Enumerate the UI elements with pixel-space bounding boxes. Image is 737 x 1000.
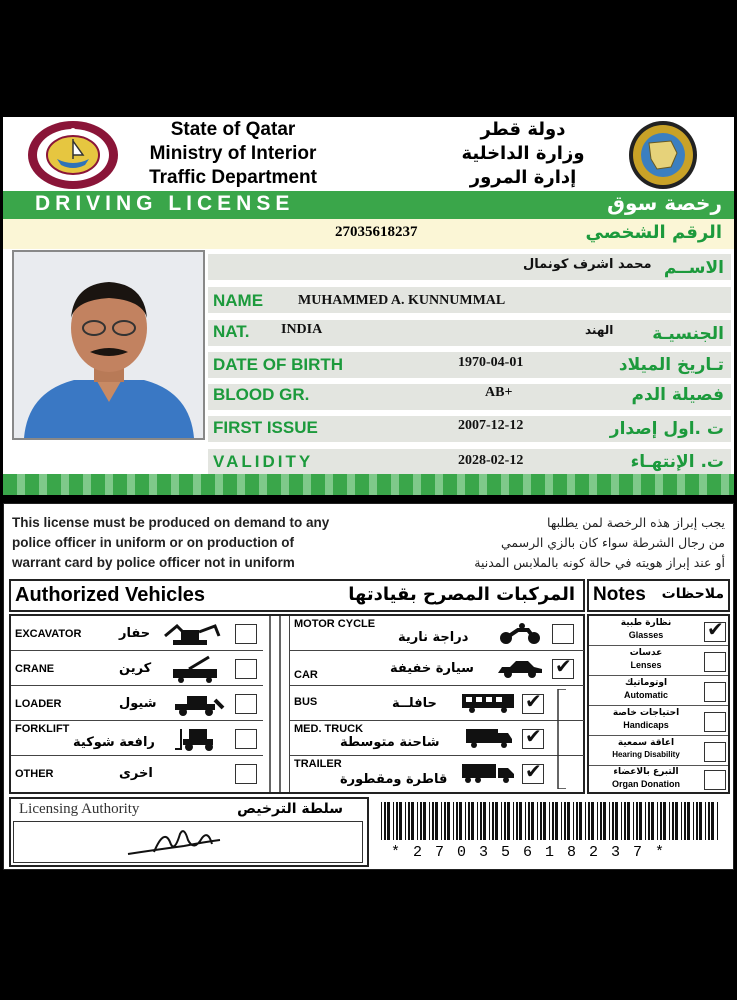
truck-icon [464, 727, 514, 749]
barcode-bar [516, 802, 518, 840]
barcode-bar [687, 802, 690, 840]
notice-ar-line3: أو عند إبراز هويته في حالة كونه بالملابس المدنية [474, 555, 725, 570]
hearing-checkbox [704, 742, 726, 762]
bus-label: BUS [294, 696, 318, 708]
barcode-bar [525, 802, 526, 840]
personal-number-label-ar: الرقم الشخصي [585, 222, 722, 243]
validity-label-ar: ت. الإنتهـاء [630, 452, 724, 472]
note-automatic: Automatic [623, 690, 668, 700]
barcode-bar [567, 802, 570, 840]
barcode-bar [636, 802, 638, 840]
barcode-bar [468, 802, 470, 840]
license-front [3, 117, 734, 495]
barcode-bar [495, 802, 498, 840]
motorcycle-icon [498, 622, 542, 646]
note-handicaps: Handicaps [623, 720, 669, 730]
barcode-bar [444, 802, 446, 840]
barcode-bar [489, 802, 490, 840]
first-issue-value: 2007-12-12 [458, 418, 524, 433]
barcode-bar [447, 802, 450, 840]
signature-box [13, 821, 363, 863]
barcode-bar [423, 802, 426, 840]
barcode [379, 802, 724, 864]
note-hearing: Hearing Disability [612, 750, 680, 759]
other-label: OTHER [15, 768, 54, 780]
name-label-ar: الاســم [663, 258, 724, 278]
personal-number: 27035618237 [335, 224, 418, 240]
check-icon: ✔ [525, 761, 542, 783]
barcode-bar [429, 802, 430, 840]
car-checkbox [552, 656, 574, 679]
dob-label-ar: تـاريخ الميلاد [618, 355, 724, 375]
nationality-value: INDIA [281, 322, 323, 337]
barcode-bar [717, 802, 718, 840]
barcode-bar [528, 802, 530, 840]
barcode-bar [399, 802, 402, 840]
barcode-bar [705, 802, 706, 840]
barcode-bar [504, 802, 506, 840]
notes-ar: ملاحظات [661, 586, 724, 602]
barcode-bar [591, 802, 594, 840]
barcode-bar [537, 802, 538, 840]
title-ar: رخصة سوق [607, 191, 722, 215]
motorcycle-label-ar: دراجة نارية [398, 630, 469, 645]
validity-value: 2028-02-12 [458, 453, 524, 468]
barcode-bar [711, 802, 714, 840]
forklift-checkbox [235, 729, 257, 749]
barcode-bar [588, 802, 590, 840]
vehicle-row-bus [290, 686, 584, 721]
notice-en-line2: police officer in uniform or on production of [12, 535, 294, 550]
barcode-bar [465, 802, 466, 840]
barcode-bar [609, 802, 610, 840]
loader-checkbox [235, 694, 257, 714]
notice-en-line1: This license must be produced on demand to any [12, 515, 330, 530]
portrait-icon [14, 252, 203, 438]
motorcycle-checkbox [552, 624, 574, 644]
bracket-divider [264, 616, 286, 792]
note-organ-ar: التبرع بالاعضاء [613, 767, 679, 777]
loader-label-ar: شيول [119, 696, 157, 711]
left-vehicle-column [11, 616, 263, 792]
qatar-traffic-emblem-icon [25, 119, 121, 191]
barcode-bar [513, 802, 514, 840]
authorized-vehicles-header [9, 579, 585, 612]
barcode-bar [393, 802, 394, 840]
header-ar-line1: دولة قطر [480, 119, 566, 140]
organ-donation-checkbox [704, 770, 726, 790]
barcode-bar [417, 802, 418, 840]
licensing-authority-label-ar: سلطة الترخيص [237, 801, 343, 817]
name-label: NAME [213, 291, 264, 310]
licensing-authority-label: Licensing Authority [19, 801, 140, 817]
bracket-divider-right [552, 689, 572, 789]
barcode-bar [639, 802, 642, 840]
notice-ar-line2: من رجال الشرطة سواء كان بالزي الرسمي [501, 535, 725, 550]
barcode-bar [672, 802, 674, 840]
header-ar-line3: إدارة المرور [469, 167, 577, 188]
note-lenses: Lenses [630, 660, 662, 670]
barcode-bar [381, 802, 382, 840]
decorative-border [3, 474, 734, 495]
vehicle-row-med-truck [290, 721, 584, 756]
barcode-bar [549, 802, 550, 840]
vehicle-row-loader [11, 686, 263, 721]
nationality-label-ar: الجنسيـة [652, 324, 724, 344]
loader-icon [171, 692, 227, 716]
barcode-bar [540, 802, 542, 840]
barcode-bar [708, 802, 710, 840]
name-value: MUHAMMED A. KUNNUMMAL [298, 293, 506, 308]
glasses-checkbox [704, 619, 726, 642]
barcode-bar [456, 802, 458, 840]
vehicle-row-other [11, 756, 263, 790]
trailer-label-ar: قاطرة ومقطورة [340, 772, 448, 787]
barcode-bar [633, 802, 634, 840]
forklift-label-ar: رافعة شوكية [73, 735, 155, 750]
barcode-bar [621, 802, 622, 840]
excavator-checkbox [235, 624, 257, 644]
check-icon: ✔ [707, 619, 724, 641]
nationality-value-ar: الهند [585, 323, 614, 337]
header-en-line2: Ministry of Interior [149, 143, 317, 164]
barcode-bar [648, 802, 650, 840]
note-organ: Organ Donation [612, 779, 680, 789]
car-label-ar: سيارة خفيفة [390, 661, 474, 676]
barcode-bar [684, 802, 686, 840]
holder-photo [12, 250, 205, 440]
barcode-bar [615, 802, 618, 840]
barcode-bar [696, 802, 698, 840]
car-icon [496, 659, 544, 679]
authorized-ar: المركبات المصرح بقيادتها [348, 584, 575, 605]
barcode-bar [597, 802, 598, 840]
barcode-bar [480, 802, 482, 840]
note-row-glasses [589, 616, 728, 646]
barcode-bar [507, 802, 510, 840]
blood-group-label-ar: فصيلة الدم [631, 385, 724, 405]
forklift-label: FORKLIFT [15, 723, 70, 735]
barcode-bar [519, 802, 522, 840]
vehicle-row-car [290, 651, 584, 686]
right-vehicle-column [289, 616, 584, 792]
check-icon: ✔ [555, 656, 572, 678]
barcode-bar [603, 802, 606, 840]
licensing-authority-box [9, 797, 369, 867]
signature [124, 824, 224, 860]
excavator-label-ar: حفار [119, 626, 151, 641]
barcode-bar [471, 802, 474, 840]
barcode-bar [408, 802, 410, 840]
first-issue-label-ar: ت .اول إصدار [609, 419, 724, 439]
note-handicaps-ar: احتياجات خاصة [612, 708, 680, 718]
barcode-bar [657, 802, 658, 840]
barcode-bar [627, 802, 630, 840]
barcode-bar [453, 802, 454, 840]
blood-group-value: AB+ [485, 385, 513, 400]
notice-ar-line1: يجب إبراز هذه الرخصة لمن يطلبها [547, 515, 725, 530]
nationality-label: NAT. [213, 322, 250, 341]
barcode-bar [681, 802, 682, 840]
trailer-checkbox [522, 761, 544, 784]
automatic-checkbox [704, 682, 726, 702]
barcode-bar [531, 802, 534, 840]
handicaps-checkbox [704, 712, 726, 732]
barcode-bar [573, 802, 574, 840]
barcode-bar [441, 802, 442, 840]
crane-truck-icon [169, 655, 225, 683]
barcode-bar [576, 802, 578, 840]
bus-checkbox [522, 691, 544, 714]
barcode-bar [492, 802, 494, 840]
barcode-bar [660, 802, 662, 840]
vehicle-row-motorcycle [290, 616, 584, 651]
note-row-hearing [589, 736, 728, 766]
med-truck-label-ar: شاحنة متوسطة [340, 735, 440, 750]
barcode-bar [651, 802, 654, 840]
dob-label: DATE OF BIRTH [213, 355, 344, 374]
personal-number-row [3, 219, 734, 249]
note-row-handicaps [589, 706, 728, 736]
header-en-line1: State of Qatar [170, 119, 296, 140]
title-band [3, 191, 734, 219]
barcode-bar [675, 802, 678, 840]
barcode-bar [579, 802, 582, 840]
barcode-bar [483, 802, 486, 840]
barcode-bar [543, 802, 546, 840]
name-ar-value: محمد اشرف كونمال [523, 257, 652, 272]
header-en-line3: Traffic Department [149, 167, 317, 188]
barcode-bar [420, 802, 422, 840]
barcode-bar [663, 802, 666, 840]
first-issue-label: FIRST ISSUE [213, 418, 318, 437]
authorized-en: Authorized Vehicles [15, 584, 206, 606]
other-checkbox [235, 764, 257, 784]
loader-label: LOADER [15, 698, 62, 710]
note-glasses-ar: نظارة طبية [620, 618, 672, 628]
trailer-label: TRAILER [294, 758, 342, 770]
barcode-text: * 2 7 0 3 5 6 1 8 2 3 7 * [391, 844, 667, 861]
excavator-icon [159, 624, 221, 646]
vehicle-row-forklift [11, 721, 263, 756]
notice-en [12, 513, 329, 573]
notes-header [587, 579, 730, 612]
note-lenses-ar: عدسات [629, 648, 663, 658]
trailer-icon [460, 762, 516, 784]
barcode-bar [384, 802, 386, 840]
barcode-bar [435, 802, 438, 840]
crane-label: CRANE [15, 663, 55, 675]
title-en: DRIVING LICENSE [35, 192, 295, 215]
check-icon: ✔ [525, 726, 542, 748]
license-back [3, 503, 734, 870]
barcode-bar [552, 802, 554, 840]
notice-en-line3: warrant card by police officer not in uniform [12, 555, 295, 570]
barcode-bar [699, 802, 702, 840]
crane-label-ar: كرين [119, 661, 152, 676]
excavator-label: EXCAVATOR [15, 628, 82, 640]
bus-label-ar: حافلــة [392, 696, 437, 711]
notes-en: Notes [593, 584, 646, 605]
lenses-checkbox [704, 652, 726, 672]
notice-ar [474, 513, 725, 573]
barcode-bar [477, 802, 478, 840]
header-ar-line2: وزارة الداخلية [461, 143, 585, 164]
barcode-bar [411, 802, 414, 840]
note-row-lenses [589, 646, 728, 676]
med-truck-label: MED. TRUCK [294, 723, 364, 735]
notes-panel [587, 614, 730, 794]
barcode-bar [501, 802, 502, 840]
barcode-bar [459, 802, 462, 840]
barcode-bar [432, 802, 434, 840]
gcc-emblem-icon [615, 119, 711, 191]
vehicle-row-crane [11, 651, 263, 686]
note-hearing-ar: اعاقة سمعية [617, 738, 675, 748]
bus-icon [460, 692, 516, 714]
barcode-bar [585, 802, 586, 840]
barcode-bar [600, 802, 602, 840]
forklift-icon [175, 727, 225, 751]
barcode-bar [645, 802, 646, 840]
dob-value: 1970-04-01 [458, 355, 524, 370]
motorcycle-label: MOTOR CYCLE [294, 618, 376, 630]
barcode-bar [624, 802, 626, 840]
barcode-bar [405, 802, 406, 840]
barcode-bar [561, 802, 562, 840]
barcode-icon [379, 802, 724, 840]
note-glasses: Glasses [628, 630, 664, 640]
barcode-bar [669, 802, 670, 840]
blood-group-label: BLOOD GR. [213, 385, 310, 404]
barcode-bar [564, 802, 566, 840]
validity-label: VALIDITY [213, 452, 314, 471]
note-automatic-ar: اوتوماتيك [624, 678, 668, 688]
barcode-bar [612, 802, 614, 840]
barcode-bar [555, 802, 558, 840]
crane-checkbox [235, 659, 257, 679]
note-row-organ-donation [589, 766, 728, 792]
other-label-ar: اخرى [119, 766, 153, 781]
med-truck-checkbox [522, 726, 544, 749]
vehicle-row-excavator [11, 616, 263, 651]
barcode-bar [387, 802, 390, 840]
barcode-bar [396, 802, 398, 840]
vehicle-row-trailer [290, 756, 584, 790]
car-label: CAR [294, 669, 318, 681]
barcode-bar [693, 802, 694, 840]
note-row-automatic [589, 676, 728, 706]
check-icon: ✔ [525, 691, 542, 713]
